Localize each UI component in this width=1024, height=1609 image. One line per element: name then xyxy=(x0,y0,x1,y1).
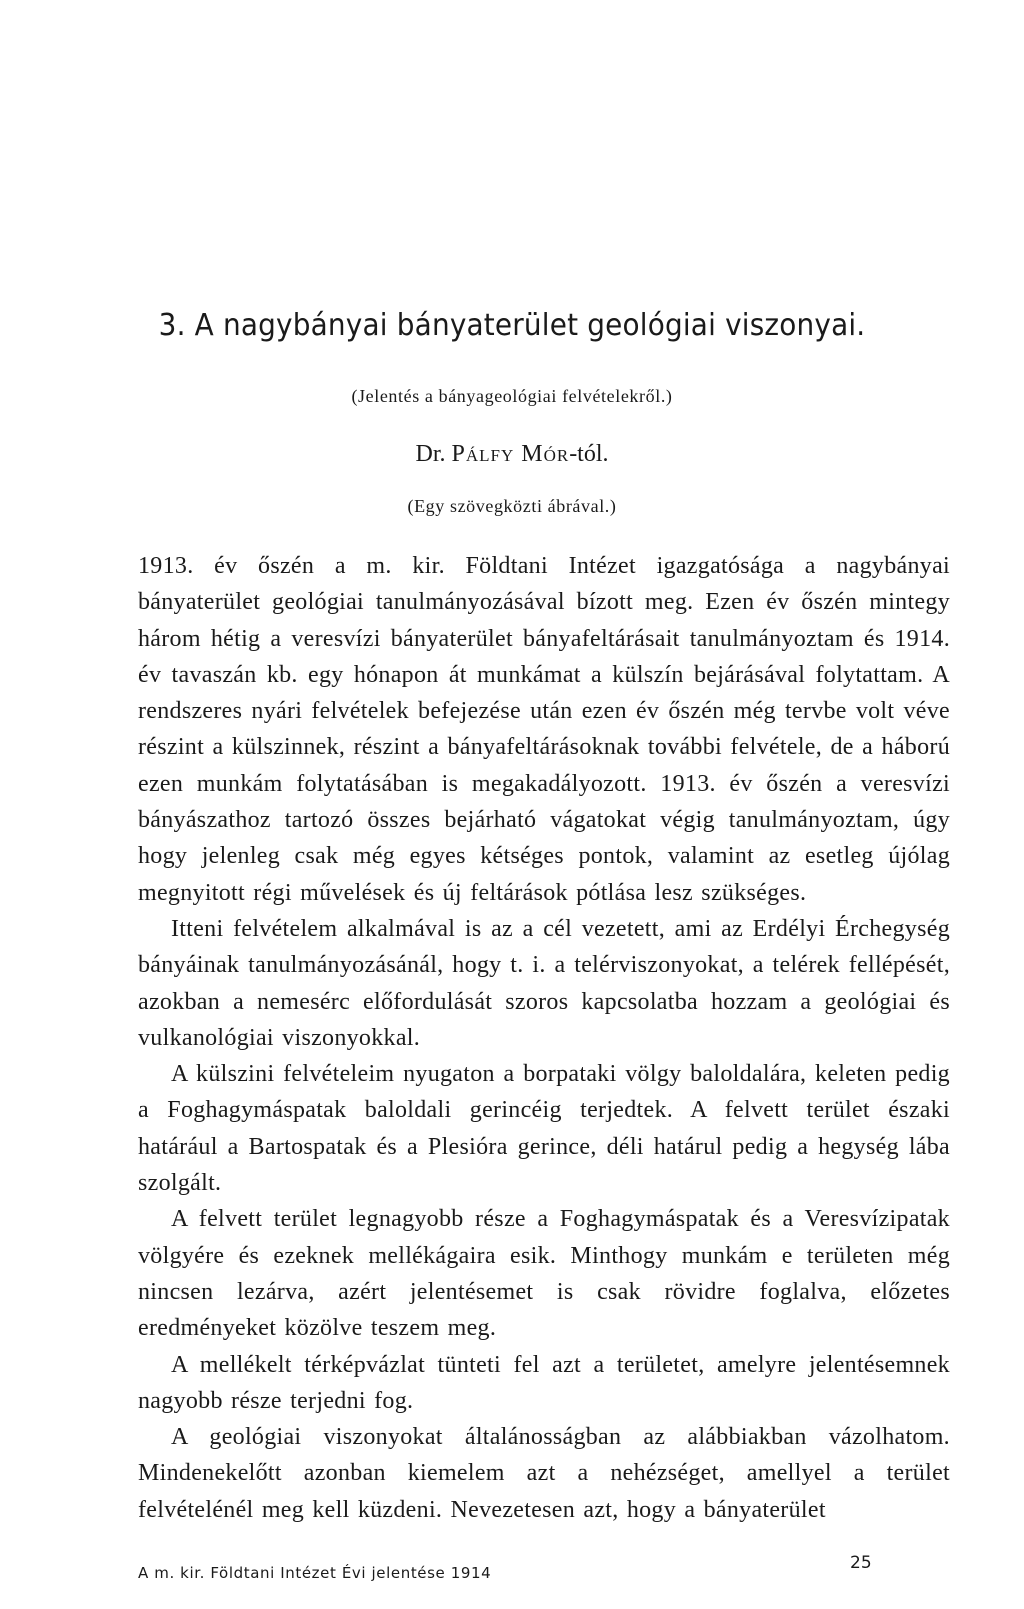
page-number: 25 xyxy=(850,1553,872,1573)
page-title: 3. A nagybányai bányaterület geológiai viszonyai. xyxy=(158,308,866,343)
report-subtitle: (Jelentés a bányageológiai felvételekről.) xyxy=(351,386,673,406)
paragraph: A geológiai viszonyokat általánosságban az alábbiakban vázolhatom. Mindenekelőtt azonban kiemelem azt a nehézséget, amellyel a terület felvételénél meg kell küzdeni. Nevezetesen azt, hogy a bányaterület xyxy=(138,1424,950,1523)
paragraph: Itteni felvételem alkalmával is az a cél vezetett, ami az Erdélyi Érchegység bányáinak tanulmányozásánál, hogy t. i. a telérviszonyokat, a telérek fellépését, azokban a nemesérc előfordulását szoros kapcsolatba hozzam a geológiai és vulkanológiai viszonyokkal. xyxy=(138,915,950,1051)
body-text xyxy=(138,548,950,1528)
footer-journal: A m. kir. Földtani Intézet Évi jelentése 1914 xyxy=(138,1564,492,1582)
author-name: Pálfy Mór xyxy=(451,441,570,467)
author-line xyxy=(110,441,914,468)
paragraph: A felvett terület legnagyobb része a Foghagymáspatak és a Veresvízipatak völgyére és ezeknek mellékágaira esik. Minthogy munkám e területen még nincsen lezárva, azért jelentésemet is csak rövidre foglalva, előzetes eredményeket közölve teszem meg. xyxy=(138,1206,950,1342)
figure-note: (Egy szövegközti ábrával.) xyxy=(407,496,617,516)
author-prefix: Dr. xyxy=(415,441,452,467)
paragraph: 1913. év őszén a m. kir. Földtani Intézet igazgatósága a nagybányai bányaterület geológiai tanulmányozásával bízott meg. Ezen év őszén mintegy három hétig a veresvízi bányaterület bányafeltárásait tanulmányoztam és 1914. év tavaszán kb. egy hónapon át munkámat a külszín bejárásával folytattam. A rendszeres nyári felvételek befejezése után ezen év őszén még tervbe volt véve részint a külszinnek, részint a bányafeltárásoknak további felvétele, de a háború ezen munkám folytatásában is megakadályozott. 1913. év őszén a veresvízi bányászathoz tartozó összes bejárható vágatokat végig tanulmányoztam, úgy hogy jelenleg csak még egyes kétséges pontok, valamint az esetleg újólag megnyitott régi művelések és új feltárások pótlása lesz szükséges. xyxy=(138,553,950,906)
paragraph: A mellékelt térképvázlat tünteti fel azt a területet, amelyre jelentésemnek nagyobb része terjedni fog. xyxy=(138,1351,950,1414)
paragraph: A külszini felvételeim nyugaton a borpataki völgy baloldalára, keleten pedig a Foghagymáspatak baloldali gerincéig terjedtek. A felvett terület északi határául a Bartospatak és a Plesióra gerince, déli határul pedig a hegység lába szolgált. xyxy=(138,1061,950,1197)
author-suffix: -tól. xyxy=(569,441,609,467)
